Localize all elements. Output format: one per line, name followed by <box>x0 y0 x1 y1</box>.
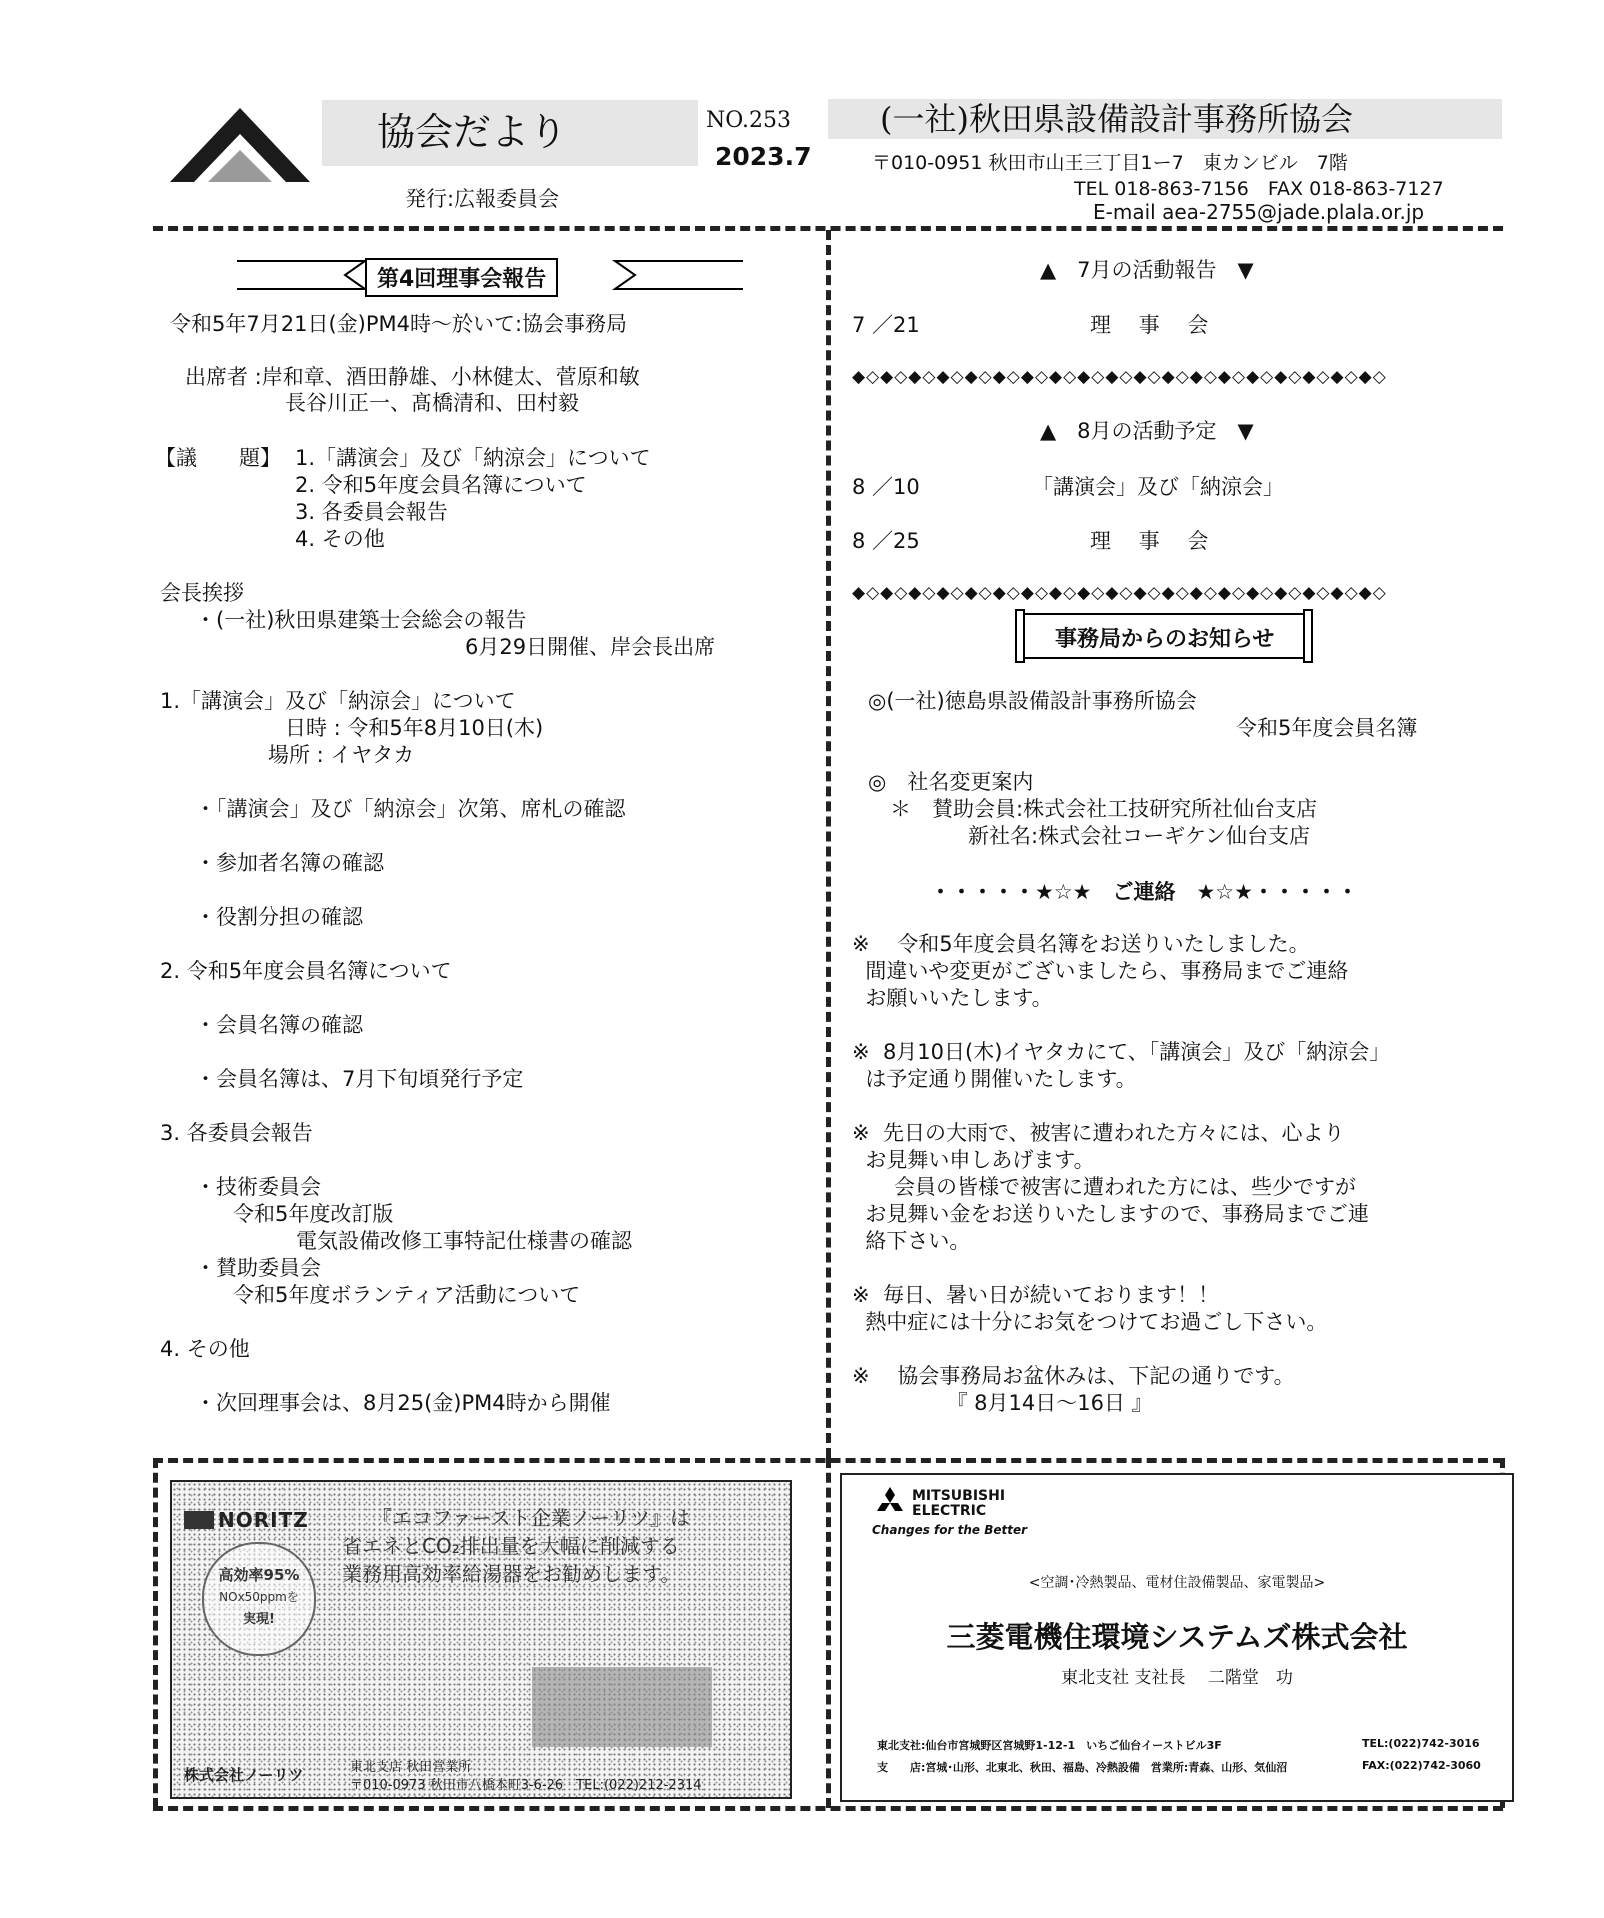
section-1-place: 場所 : イヤタカ <box>268 743 415 767</box>
noritz-branch: 東北支店 秋田営業所 <box>350 1760 472 1775</box>
section-1-bullet: ・参加者名簿の確認 <box>195 851 384 875</box>
mitsubishi-address: 東北支社:仙台市宮城野区宮城野1-12-1 いちご仙台イーストビル3F <box>877 1739 1222 1752</box>
august-plan-heading: ▲ 8月の活動予定 ▼ <box>1040 419 1254 443</box>
agenda-label: 【議 題】 <box>155 446 281 470</box>
mitsubishi-logo-icon <box>872 1487 908 1521</box>
publisher: 発行:広報委員会 <box>405 187 560 211</box>
organization-tel-fax: TEL 018-863-7156 FAX 018-863-7127 <box>1074 178 1444 200</box>
july-event-date: 7 ／21 <box>852 313 920 337</box>
mitsubishi-branches: 支 店:宮城･山形、北東北、秋田、福島、冷熱設備 営業所:青森、山形、気仙沼 <box>877 1761 1288 1774</box>
section-4-bullet: ・次回理事会は、8月25(金)PM4時から開催 <box>195 1391 611 1415</box>
july-report-heading: ▲ 7月の活動報告 ▼ <box>1040 258 1254 282</box>
noritz-address: 〒010-0973 秋田市八橋本町3-6-26 TEL:(022)212-2314 <box>350 1778 702 1793</box>
noritz-badge: 高効率95% NOx50ppmを 実現! <box>202 1542 316 1656</box>
notice-1-line: ◎(一社)徳島県設備設計事務所協会 <box>868 689 1197 713</box>
section-3-title: 3. 各委員会報告 <box>160 1121 313 1145</box>
noritz-slogan: 業務用高効率給湯器をお勧めします。 <box>342 1562 681 1586</box>
noritz-slogan: 省エネとCO₂排出量を大幅に削減する <box>342 1534 680 1558</box>
contact-3: お見舞い申しあげます。 <box>852 1148 1095 1172</box>
section-2-title: 2. 令和5年度会員名簿について <box>160 959 452 983</box>
section-3-detail: 令和5年度ボランティア活動について <box>233 1283 581 1307</box>
contact-3: 絡下さい。 <box>852 1229 971 1253</box>
contact-4: 熱中症には十分にお気をつけてお過ごし下さい。 <box>852 1310 1328 1334</box>
noritz-advertisement <box>170 1480 792 1799</box>
section-3-detail: 電気設備改修工事特記仕様書の確認 <box>296 1229 632 1253</box>
contact-3: 会員の皆様で被害に遭われた方には、些少ですが <box>852 1175 1356 1199</box>
greeting-detail: 6月29日開催、岸会長出席 <box>465 635 716 659</box>
column-divider <box>826 230 831 1458</box>
noritz-product-photo <box>532 1667 712 1747</box>
mitsubishi-person: 東北支社 支社長 二階堂 功 <box>1061 1668 1293 1688</box>
notices-heading: 事務局からのお知らせ <box>1055 627 1275 652</box>
section-3-bullet: ・技術委員会 <box>195 1175 321 1199</box>
contact-heading: ・・・・・★☆★ ご連絡 ★☆★・・・・・ <box>930 880 1358 904</box>
july-event-name: 理 事 会 <box>1090 313 1209 337</box>
agenda-item: 4. その他 <box>295 527 385 551</box>
august-event-date: 8 ／10 <box>852 475 920 499</box>
section-2-bullet: ・会員名簿は、7月下旬頃発行予定 <box>195 1067 524 1091</box>
section-2-bullet: ・会員名簿の確認 <box>195 1013 363 1037</box>
august-event-name: 「講演会」及び「納涼会」 <box>1032 475 1284 499</box>
newsletter-title: 協会だより <box>376 110 567 154</box>
organization-name: (一社)秋田県設備設計事務所協会 <box>880 100 1353 138</box>
mitsubishi-tel: TEL:(022)742-3016 <box>1362 1737 1480 1750</box>
organization-email[interactable]: E-mail aea-2755@jade.plala.or.jp <box>1093 200 1425 224</box>
agenda-item: 2. 令和5年度会員名簿について <box>295 473 587 497</box>
agenda-item: 3. 各委員会報告 <box>295 500 448 524</box>
section-4-title: 4. その他 <box>160 1337 250 1361</box>
contact-2: ※ 8月10日(木)イヤタカにて、「講演会」及び「納涼会」 <box>852 1040 1391 1064</box>
association-logo <box>160 100 320 210</box>
contact-5: ※ 協会事務局お盆休みは、下記の通りです。 <box>852 1364 1295 1388</box>
contact-1: お願いいたします。 <box>852 986 1053 1010</box>
issue-date: 2023.7 <box>715 142 812 171</box>
contact-4: ※ 毎日、暑い日が続いております！！ <box>852 1283 1219 1307</box>
report-datetime: 令和5年7月21日(金)PM4時～於いて:協会事務局 <box>170 312 628 336</box>
organization-address: 〒010-0951 秋田市山王三丁目1ー7 東カンビル 7階 <box>872 152 1348 174</box>
greeting-title: 会長挨拶 <box>160 581 244 605</box>
attendees-line-1: 出席者 :岸和章、酒田静雄、小林健太、菅原和敏 <box>185 365 640 389</box>
contact-3: お見舞い金をお送りいたしますので、事務局までご連 <box>852 1202 1369 1226</box>
notice-2-line: ◎ 社名変更案内 <box>868 770 1034 794</box>
contact-2: は予定通り開催いたします。 <box>852 1067 1137 1091</box>
mitsubishi-company: 三菱電機住環境システムズ株式会社 <box>946 1620 1408 1654</box>
noritz-company: 株式会社ノーリツ <box>184 1766 304 1784</box>
noritz-logo: NORITZ <box>184 1508 309 1532</box>
mitsubishi-advertisement <box>840 1473 1514 1802</box>
diamond-divider: ◆◇◆◇◆◇◆◇◆◇◆◇◆◇◆◇◆◇◆◇◆◇◆◇◆◇◆◇◆◇◆◇◆◇◆◇◆◇ <box>852 583 1387 603</box>
section-3-detail: 令和5年度改訂版 <box>233 1202 394 1226</box>
diamond-divider: ◆◇◆◇◆◇◆◇◆◇◆◇◆◇◆◇◆◇◆◇◆◇◆◇◆◇◆◇◆◇◆◇◆◇◆◇◆◇ <box>852 367 1387 387</box>
august-event-date: 8 ／25 <box>852 529 920 553</box>
mitsubishi-products: <空調･冷熱製品、電材住設備製品、家電製品> <box>1028 1575 1326 1591</box>
issue-number: NO.253 <box>706 108 791 133</box>
notice-2-line: ＊ 賛助会員:株式会社工技研究所社仙台支店 <box>890 797 1318 821</box>
ad-middle-border <box>826 1458 831 1808</box>
section-3-bullet: ・賛助委員会 <box>195 1256 321 1280</box>
notice-1-line: 令和5年度会員名簿 <box>1236 716 1418 740</box>
ad-left-border <box>153 1458 158 1808</box>
mitsubishi-brand: ELECTRIC <box>912 1503 987 1519</box>
contact-1: 間違いや変更がございましたら、事務局までご連絡 <box>852 959 1349 983</box>
mitsubishi-fax: FAX:(022)742-3060 <box>1362 1759 1481 1772</box>
greeting-item: ・(一社)秋田県建築士会総会の報告 <box>195 608 527 632</box>
mitsubishi-brand: MITSUBISHI <box>912 1488 1006 1504</box>
mitsubishi-tagline: Changes for the Better <box>872 1523 1028 1537</box>
contact-1: ※ 令和5年度会員名簿をお送りいたしました。 <box>852 932 1310 956</box>
agenda-item: 1.「講演会」及び「納涼会」について <box>295 446 651 470</box>
contact-3: ※ 先日の大雨で、被害に遭われた方々には、心より <box>852 1121 1345 1145</box>
attendees-line-2: 長谷川正一、髙橋清和、田村毅 <box>285 391 579 415</box>
report-heading: 第4回理事会報告 <box>365 258 558 297</box>
august-event-name: 理 事 会 <box>1090 529 1209 553</box>
section-1-date: 日時 : 令和5年8月10日(木) <box>285 716 544 740</box>
contact-5: 『 8月14日～16日 』 <box>852 1391 1153 1415</box>
notice-2-line: 新社名:株式会社コーギケン仙台支店 <box>968 824 1311 848</box>
section-1-bullet: ・役割分担の確認 <box>195 905 363 929</box>
section-1-bullet: ・「講演会」及び「納涼会」次第、席札の確認 <box>195 797 626 821</box>
section-1-title: 1.「講演会」及び「納涼会」について <box>160 689 516 713</box>
noritz-slogan: 『エコファースト企業ノーリツ』は <box>372 1506 690 1530</box>
